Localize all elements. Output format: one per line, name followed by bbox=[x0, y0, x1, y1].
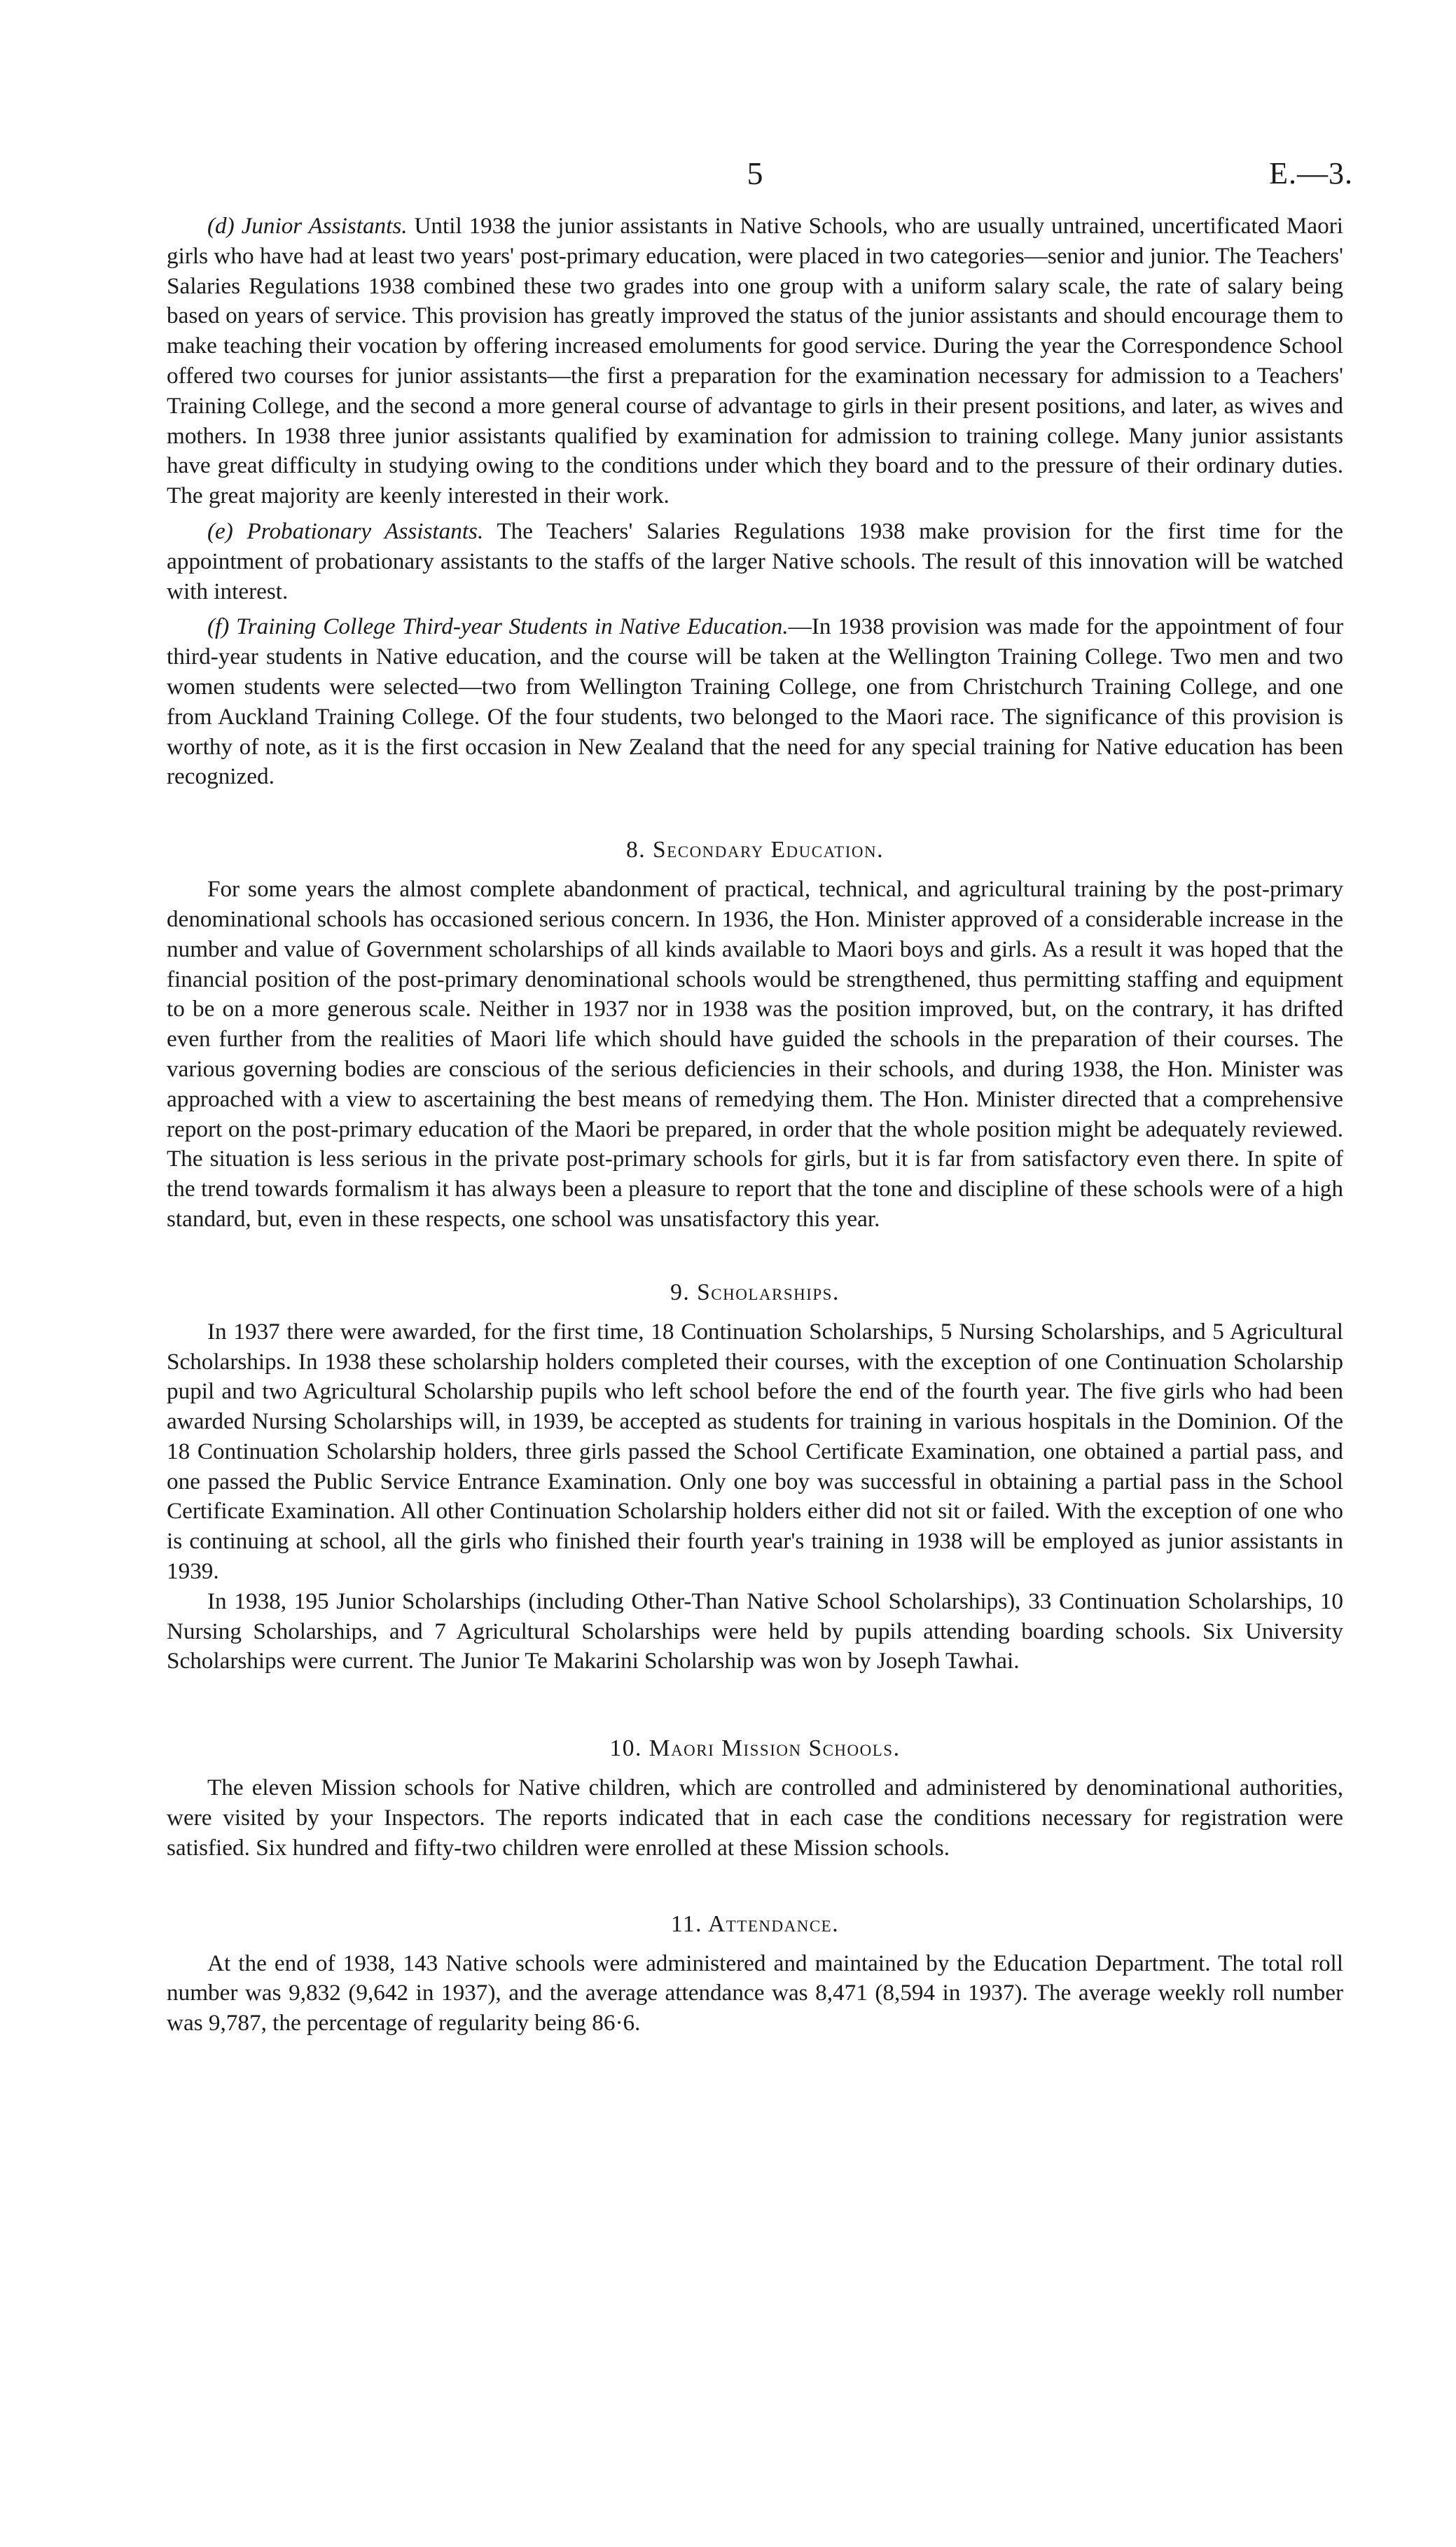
page-header bbox=[167, 154, 1353, 196]
paragraph-junior-assistants bbox=[167, 211, 1343, 511]
section-heading-scholarships: 9. Scholarships. bbox=[670, 1279, 840, 1305]
section-heading-mission-schools: 10. Maori Mission Schools. bbox=[609, 1735, 901, 1762]
paragraph-text: The Teachers' Salaries Regulations 1938 make provision for the first time for the appointment of probationary assistants to the staffs of the larger Native schools. The result of this innovation will be watched with interest. bbox=[167, 518, 1343, 604]
document-page bbox=[167, 154, 1353, 2039]
paragraph-mission-schools: The eleven Mission schools for Native children, which are controlled and administered by denominational authorities, were visited by your Inspectors. The reports indicated that in each case the conditions necessary for registration were satisfied. Six hundred and fifty-two children were enrolled at these Mission schools. bbox=[167, 1775, 1343, 1861]
page-number: 5 bbox=[747, 155, 763, 191]
subsection-label-training-college: (f) Training College Third-year Students in Native Education. bbox=[207, 613, 789, 640]
subsection-label-junior-assistants: (d) Junior Assistants. bbox=[207, 213, 408, 239]
paragraph-training-college bbox=[167, 612, 1343, 792]
section-heading-secondary-education: 8. Secondary Education. bbox=[626, 837, 884, 863]
paragraph-scholarships-1: In 1937 there were awarded, for the first time, 18 Continuation Scholarships, 5 Nursing Scholarships, and 5 Agricultural Scholarships. In 1938 these scholarship holders completed their courses, with the exception of one Continuation Scholarship pupil and two Agricultural Scholarship pupils who left school before the end of the fourth year. The five girls who had been awarded Nursing Scholarships will, in 1939, be accepted as students for training in various hospitals in the Dominion. Of the 18 Continuation Scholarship holders, three girls passed the School Certificate Examination, one obtained a partial pass, and one passed the Public Service Entrance Examination. Only one boy was successful in obtaining a partial pass in the School Certificate Examination. All other Continuation Scholarship holders either did not sit or failed. With the exception of one who is continuing at school, all the girls who finished their fourth year's training in 1938 will be employed as junior assistants in 1939. bbox=[167, 1318, 1343, 1585]
subsection-label-probationary-assistants: (e) Probationary Assistants. bbox=[207, 518, 484, 544]
section-heading-attendance: 11. Attendance. bbox=[670, 1910, 840, 1937]
paragraph-text: Until 1938 the junior assistants in Native Schools, who are usually untrained, uncertificated Maori girls who have had at least two years' post-primary education, were placed in two categories—senior and junior. The Teachers' Salaries Regulations 1938 combined these two grades into one group with a uniform salary scale, the rate of salary being based on years of service. This provision has greatly improved the status of the junior assistants and should encourage them to make teaching their vocation by offering increased emoluments for good service. During the year the Correspondence School offered two courses for junior assistants—the first a preparation for the examination necessary for admission to a Teachers' Training College, and the second a more general course of advantage to girls in their present positions, and later, as wives and mothers. In 1938 three junior assistants qualified by examination for admission to training college. Many junior assistants have great difficulty in studying owing to the conditions under which they board and to the pressure of their ordinary duties. The great majority are keenly interested in their work. bbox=[167, 213, 1344, 509]
paragraph-secondary-education: For some years the almost complete abandonment of practical, technical, and agricultural training by the post-primary denominational schools has occasioned serious concern. In 1936, the Hon. Minister approved of a considerable increase in the number and value of Government scholarships of all kinds available to Maori boys and girls. As a result it was hoped that the financial position of the post-primary denominational schools would be strengthened, thus permitting staffing and equipment to be on a more generous scale. Neither in 1937 nor in 1938 was the position improved, but, on the contrary, it has drifted even further from the realities of Maori life which should have guided the schools in the preparation of their courses. The various governing bodies are conscious of the serious deficiencies in their schools, and during 1938, the Hon. Minister was approached with a view to ascertaining the best means of remedying them. The Hon. Minister directed that a comprehensive report on the post-primary education of the Maori be prepared, in order that the whole position might be adequately reviewed. The situation is less serious in the private post-primary schools for girls, but it is far from satisfactory even there. In spite of the trend towards formalism it has always been a pleasure to report that the tone and discipline of these schools were of a high standard, but, even in these respects, one school was unsatisfactory this year. bbox=[167, 876, 1343, 1232]
document-reference: E.—3. bbox=[1269, 156, 1353, 190]
paragraph-scholarships-2: In 1938, 195 Junior Scholarships (including Other-Than Native School Scholarships), 33 Continuation Scholarships, 10 Nursing Scholarships, and 7 Agricultural Scholarships were held by pupils attending boarding schools. Six University Scholarships were current. The Junior Te Makarini Scholarship was won by Joseph Tawhai. bbox=[167, 1588, 1343, 1674]
paragraph-probationary-assistants bbox=[167, 517, 1343, 606]
paragraph-text: —In 1938 provision was made for the appointment of four third-year students in Native education, and the course will be taken at the Wellington Training College. Two men and two women students were selected—two from Wellington Training College, one from Christchurch Training College, and one from Auckland Training College. Of the four students, two belonged to the Maori race. The significance of this provision is worthy of note, as it is the first occasion in New Zealand that the need for any special training for Native education has been recognized. bbox=[167, 613, 1343, 790]
paragraph-attendance: At the end of 1938, 143 Native schools were administered and maintained by the Education Department. The total roll number was 9,832 (9,642 in 1937), and the average attendance was 8,471 (8,594 in 1937). The average weekly roll number was 9,787, the percentage of regularity being 86·6. bbox=[167, 1950, 1343, 2036]
